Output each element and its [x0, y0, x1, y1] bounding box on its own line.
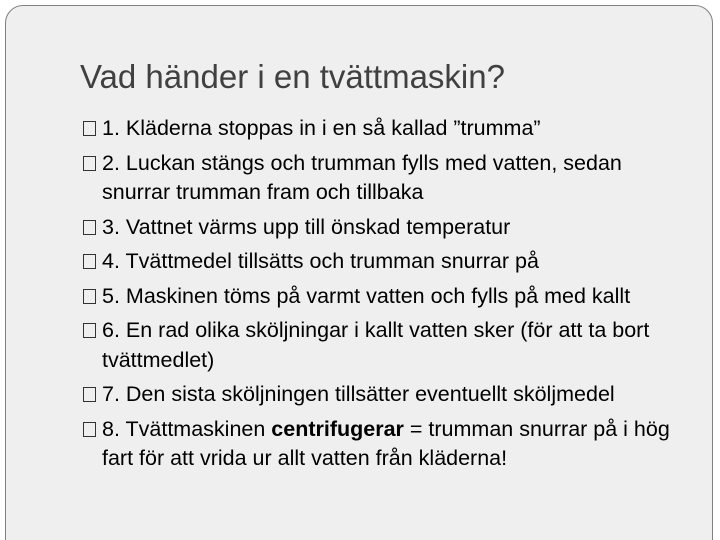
list-item-text: 6. En rad olika sköljningar i kallt vatten sker (för att ta bort tvättmedlet) [102, 318, 650, 372]
list-item-text: 4. Tvättmedel tillsätts och trumman snurrar på [102, 249, 539, 273]
slide-title: Vad händer i en tvättmaskin? [80, 58, 505, 95]
bullet-box-icon [83, 289, 96, 304]
bullet-box-icon [83, 156, 96, 171]
list-item [80, 380, 680, 410]
list-item [80, 316, 680, 375]
list-item [80, 282, 680, 312]
list-item-text: 5. Maskinen töms på varmt vatten och fylls på med kallt [102, 283, 631, 308]
bullet-box-icon [83, 121, 96, 136]
list-item-text: 7. Den sista sköljningen tillsätter eventuellt sköljmedel [102, 382, 615, 406]
list-item-text: 1. Kläderna stoppas in i en så kallad ”trumma” [102, 116, 541, 140]
bullet-list [80, 114, 680, 479]
list-item [80, 149, 680, 208]
bullet-box-icon [83, 387, 96, 402]
list-item [80, 114, 680, 144]
bullet-box-icon [83, 422, 96, 437]
list-item-text: 3. Vattnet värms upp till önskad temperatur [102, 214, 511, 239]
list-item-text [102, 417, 670, 471]
list-item [80, 247, 680, 277]
list-item-text-end: = trumman snurrar på i hög fart för att vrida ur allt vatten från kläderna! [102, 416, 670, 470]
list-item [80, 415, 680, 474]
bullet-box-icon [83, 254, 96, 269]
bullet-box-icon [83, 220, 96, 235]
list-item [80, 213, 680, 243]
bullet-box-icon [83, 323, 96, 338]
list-item-text: 2. Luckan stängs och trumman fylls med vatten, sedan snurrar trumman fram och tillbaka [102, 150, 622, 204]
emphasized-term: centrifugerar [271, 416, 404, 441]
list-item-text-start: 8. Tvättmaskinen [102, 416, 272, 441]
